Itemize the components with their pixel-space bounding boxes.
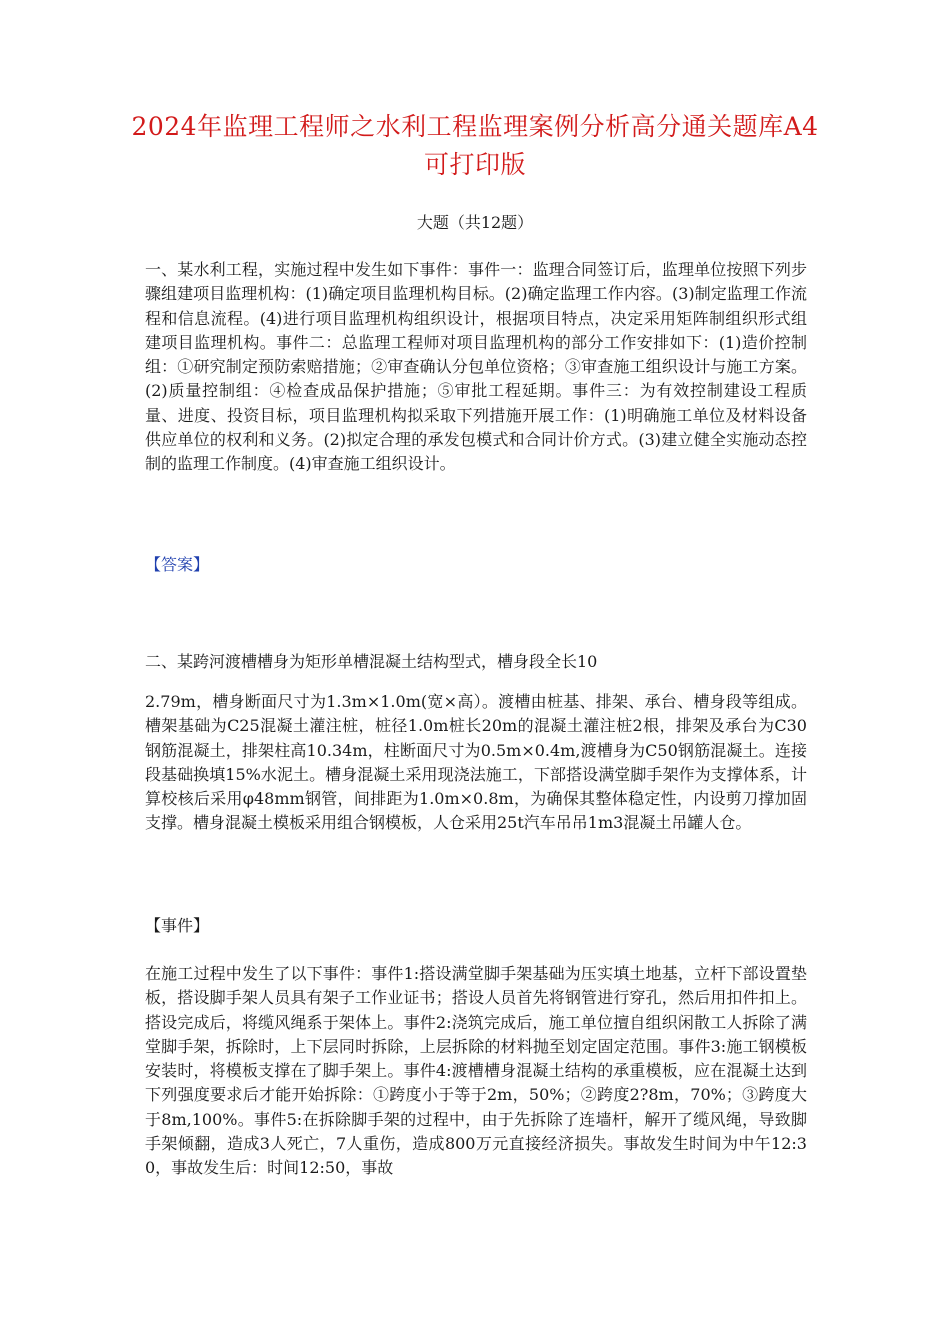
event-label: 【事件】 [145,916,210,935]
section-heading: 大题（共12题） [416,213,534,232]
answer-label: 【答案】 [145,555,210,574]
document-title: 2024年监理工程师之水利工程监理案例分析高分通关题库A4可打印版 [131,112,819,179]
question-2-events: 在施工过程中发生了以下事件：事件1:搭设满堂脚手架基础为压实填土地基，立杆下部设置垫板，搭设脚手架人员具有架子工作业证书；搭设人员首先将钢管进行穿孔，然后用扣件扣上。搭设完成后，将缆风绳系于架体上。事件2:浇筑完成后，施工单位擅自组织闲散工人拆除了满堂脚手架，拆除时，上下层同时拆除，上层拆除的材料抛至划定固定范围。事件3:施工钢模板安装时，将模板支撑在了脚手架上。事件4:渡槽槽身混凝土结构的承重模板，应在混凝土达到下列强度要求后才能开始拆除：①跨度小于等于2m，50%；②跨度2?8m，70%；③跨度大于8m,100%。事件5:在拆除脚手架的过程中，由于先拆除了连墙杆，解开了缆风绳，导致脚手架倾翻，造成3人死亡，7人重伤，造成800万元直接经济损失。事故发生时间为中午12:30，事故发生后：时间12:50，事故 [145,964,807,1178]
question-2-body: 2.79m，槽身断面尺寸为1.3m×1.0m(宽×高）。渡槽由桩基、排架、承台、槽身段等组成。槽架基础为C25混凝土灌注桩，桩径1.0m桩长20m的混凝土灌注桩2根，排架及承台为C30钢筋混凝土，排架柱高10.34m，柱断面尺寸为0.5m×0.4m,渡槽身为C50钢筋混凝土。连接段基础换填15%水泥土。槽身混凝土采用现浇法施工，下部搭设满堂脚手架作为支撑体系，计算校核后采用φ48mm钢管，间排距为1.0m×0.8m，为确保其整体稳定性，内设剪刀撑加固支撑。槽身混凝土模板采用组合钢模板，人仓采用25t汽车吊吊1m3混凝土吊罐人仓。 [145,692,807,833]
question-2-heading: 二、某跨河渡槽槽身为矩形单槽混凝土结构型式，槽身段全长10 [145,652,598,671]
question-1-text: 一、某水利工程，实施过程中发生如下事件：事件一：监理合同签订后，监理单位按照下列步骤组建项目监理机构：(1)确定项目监理机构目标。(2)确定监理工作内容。(3)制定监理工作流程和信息流程。(4)进行项目监理机构组织设计，根据项目特点，决定采用矩阵制组织形式组建项目监理机构。事件二：总监理工程师对项目监理机构的部分工作安排如下：(1)造价控制组：①研究制定预防索赔措施；②审查确认分包单位资格；③审查施工组织设计与施工方案。(2)质量控制组：④检查成品保护措施；⑤审批工程延期。事件三：为有效控制建设工程质量、进度、投资目标，项目监理机构拟采取下列措施开展工作：(1)明确施工单位及材料设备供应单位的权利和义务。(2)拟定合理的承发包模式和合同计价方式。(3)建立健全实施动态控制的监理工作制度。(4)审查施工组织设计。 [145,260,807,474]
